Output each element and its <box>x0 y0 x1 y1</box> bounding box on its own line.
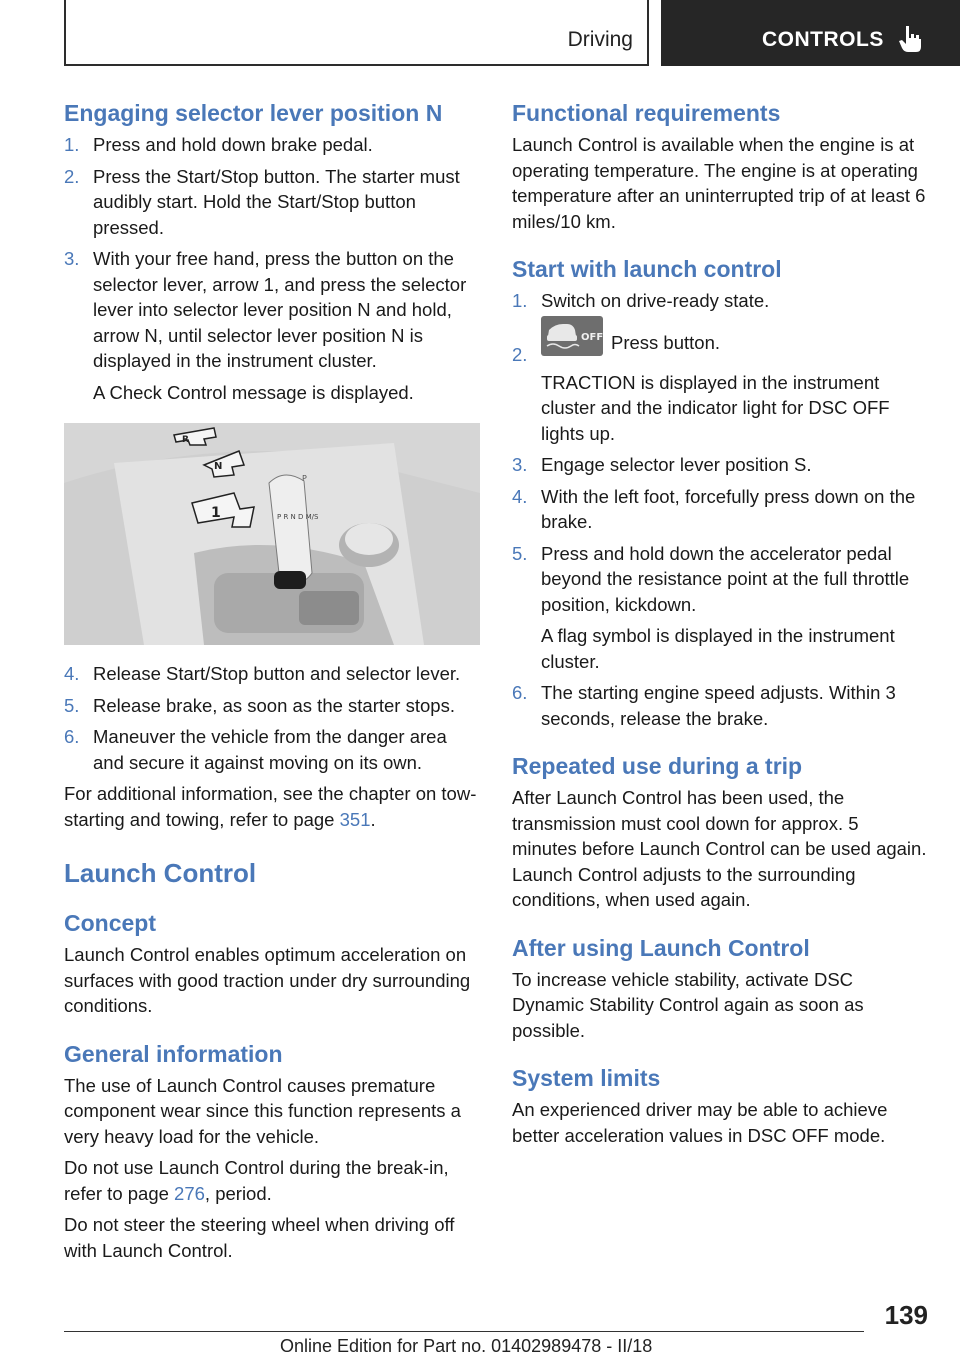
break-in-text <box>64 1155 480 1206</box>
selector-lever-figure <box>64 423 480 645</box>
heading-repeated-use: Repeated use during a trip <box>512 753 803 779</box>
dsc-off-label: OFF <box>581 331 603 343</box>
steps-launch-control <box>512 288 928 731</box>
heading-concept: Concept <box>64 910 156 936</box>
step-text: With the left foot, forcefully press down on the brake. <box>541 485 916 532</box>
heading-general-information: General information <box>64 1040 283 1067</box>
list-item <box>64 724 480 775</box>
list-item <box>512 288 928 314</box>
step-text: Press button. <box>611 331 721 353</box>
step-number: 3. <box>64 248 80 269</box>
heading-functional-requirements: Functional requirements <box>512 100 781 126</box>
arrow-1-label: 1 <box>211 505 221 521</box>
step-text: Release brake, as soon as the starter stops. <box>93 694 455 716</box>
steps-selector-n-continued <box>64 661 480 775</box>
step-text: The starting engine speed adjusts. Within 3 seconds, release the brake. <box>541 682 896 729</box>
list-item <box>64 246 480 405</box>
functional-text: Launch Control is available when the engine is at operating temperature. The engine is at operating temperature after an uninterrupted trip of at least 6 miles/10 km. <box>512 134 926 232</box>
list-item <box>512 484 928 535</box>
step-text: Release Start/Stop button and selector lever. <box>93 663 461 684</box>
lever-position-marks: P R N D M/S <box>277 513 319 521</box>
heading-selector-n: Engaging selector lever position N <box>64 100 443 126</box>
after-text: To increase vehicle stability, activate DSC Dynamic Stability Control again as soon as possible. <box>512 968 864 1041</box>
step-number: 5. <box>64 694 80 716</box>
left-column <box>64 98 480 1269</box>
page-link-276[interactable]: 276 <box>174 1182 205 1204</box>
list-item <box>64 661 480 687</box>
step-text: Press the Start/Stop button. The starter must audibly start. Hold the Start/Stop button pressed. <box>93 165 460 238</box>
list-item <box>512 320 928 447</box>
step-number: 6. <box>64 726 80 747</box>
heading-start-launch-control: Start with launch control <box>512 256 782 282</box>
arrow-r-label: R <box>182 435 189 445</box>
step-note: A Check Control message is displayed. <box>93 381 414 403</box>
section-title: Driving <box>567 28 633 51</box>
list-item <box>64 164 480 241</box>
step-number: 6. <box>512 682 528 703</box>
step-text: Maneuver the vehicle from the danger area and secure it against moving on its own. <box>93 726 447 773</box>
step-text: Engage selector lever position S. <box>541 454 812 475</box>
selector-lever-illustration <box>64 423 480 645</box>
chapter-tab[interactable] <box>661 0 960 66</box>
list-item <box>64 132 480 158</box>
step-number: 2. <box>64 165 80 187</box>
break-in-text-end: , period. <box>204 1182 272 1204</box>
page-number: 139 <box>884 1300 928 1330</box>
page-link-351[interactable]: 351 <box>339 808 371 830</box>
step-text: Press and hold down brake pedal. <box>93 134 373 155</box>
arrow-n-label: N <box>214 461 223 472</box>
step-note: A flag symbol is displayed in the instrument cluster. <box>541 625 895 672</box>
step-text: With your free hand, press the button on the selector lever, arrow 1, and press the selector lever into selector lever position N and hold, arrow N, until selector lever position N is displayed in the instrument cluster. <box>93 248 467 371</box>
step-number: 4. <box>512 485 528 507</box>
repeated-text: After Launch Control has been used, the transmission must cool down for approx. 5 minutes before Launch Control can be used again. Launch Control adjusts to the surrounding conditions, when used again. <box>512 787 927 910</box>
step-number: 3. <box>512 454 528 475</box>
list-item <box>512 541 928 675</box>
step-number: 1. <box>512 290 528 311</box>
step-note: TRACTION is displayed in the instrument cluster and the indicator light for DSC OFF lights up. <box>541 371 890 444</box>
step-number: 1. <box>64 134 80 155</box>
right-column <box>512 98 928 1154</box>
list-item <box>512 452 928 478</box>
general-text: The use of Launch Control causes premature component wear since this function represents a very heavy load for the vehicle. <box>64 1074 461 1147</box>
edition-text: Online Edition for Part no. 01402989478 - II/18 <box>280 1336 653 1356</box>
pointing-hand-icon <box>897 24 923 54</box>
footer-divider <box>64 1331 864 1332</box>
concept-text: Launch Control enables optimum acceleration on surfaces with good traction under dry surrounding conditions. <box>64 944 471 1016</box>
step-text: Switch on drive-ready state. <box>541 290 770 311</box>
dsc-off-button-icon <box>541 316 603 356</box>
break-in-text-start: Do not use Launch Control during the break-in, refer to page <box>64 1157 449 1204</box>
heading-after-using: After using Launch Control <box>512 934 810 961</box>
step-number: 4. <box>64 663 80 684</box>
header-frame <box>64 0 649 66</box>
step-number: 5. <box>512 542 528 564</box>
additional-info <box>64 781 480 832</box>
steer-text: Do not steer the steering wheel when driving off with Launch Control. <box>64 1214 455 1261</box>
additional-info-text: For additional information, see the chapter on tow-starting and towing, refer to page <box>64 783 477 830</box>
limits-text: An experienced driver may be able to achieve better acceleration values in DSC OFF mode. <box>512 1099 888 1146</box>
step-number: 2. <box>512 343 528 365</box>
chapter-label: CONTROLS <box>762 28 884 51</box>
additional-info-end: . <box>370 808 376 830</box>
step-text: Press and hold down the accelerator pedal beyond the resistance point at the full throttle position, kickdown. <box>541 542 910 615</box>
heading-system-limits: System limits <box>512 1065 661 1091</box>
list-item <box>64 693 480 719</box>
steps-selector-n <box>64 132 480 405</box>
list-item <box>512 680 928 731</box>
svg-text:P: P <box>302 474 307 483</box>
heading-launch-control: Launch Control <box>64 858 257 888</box>
